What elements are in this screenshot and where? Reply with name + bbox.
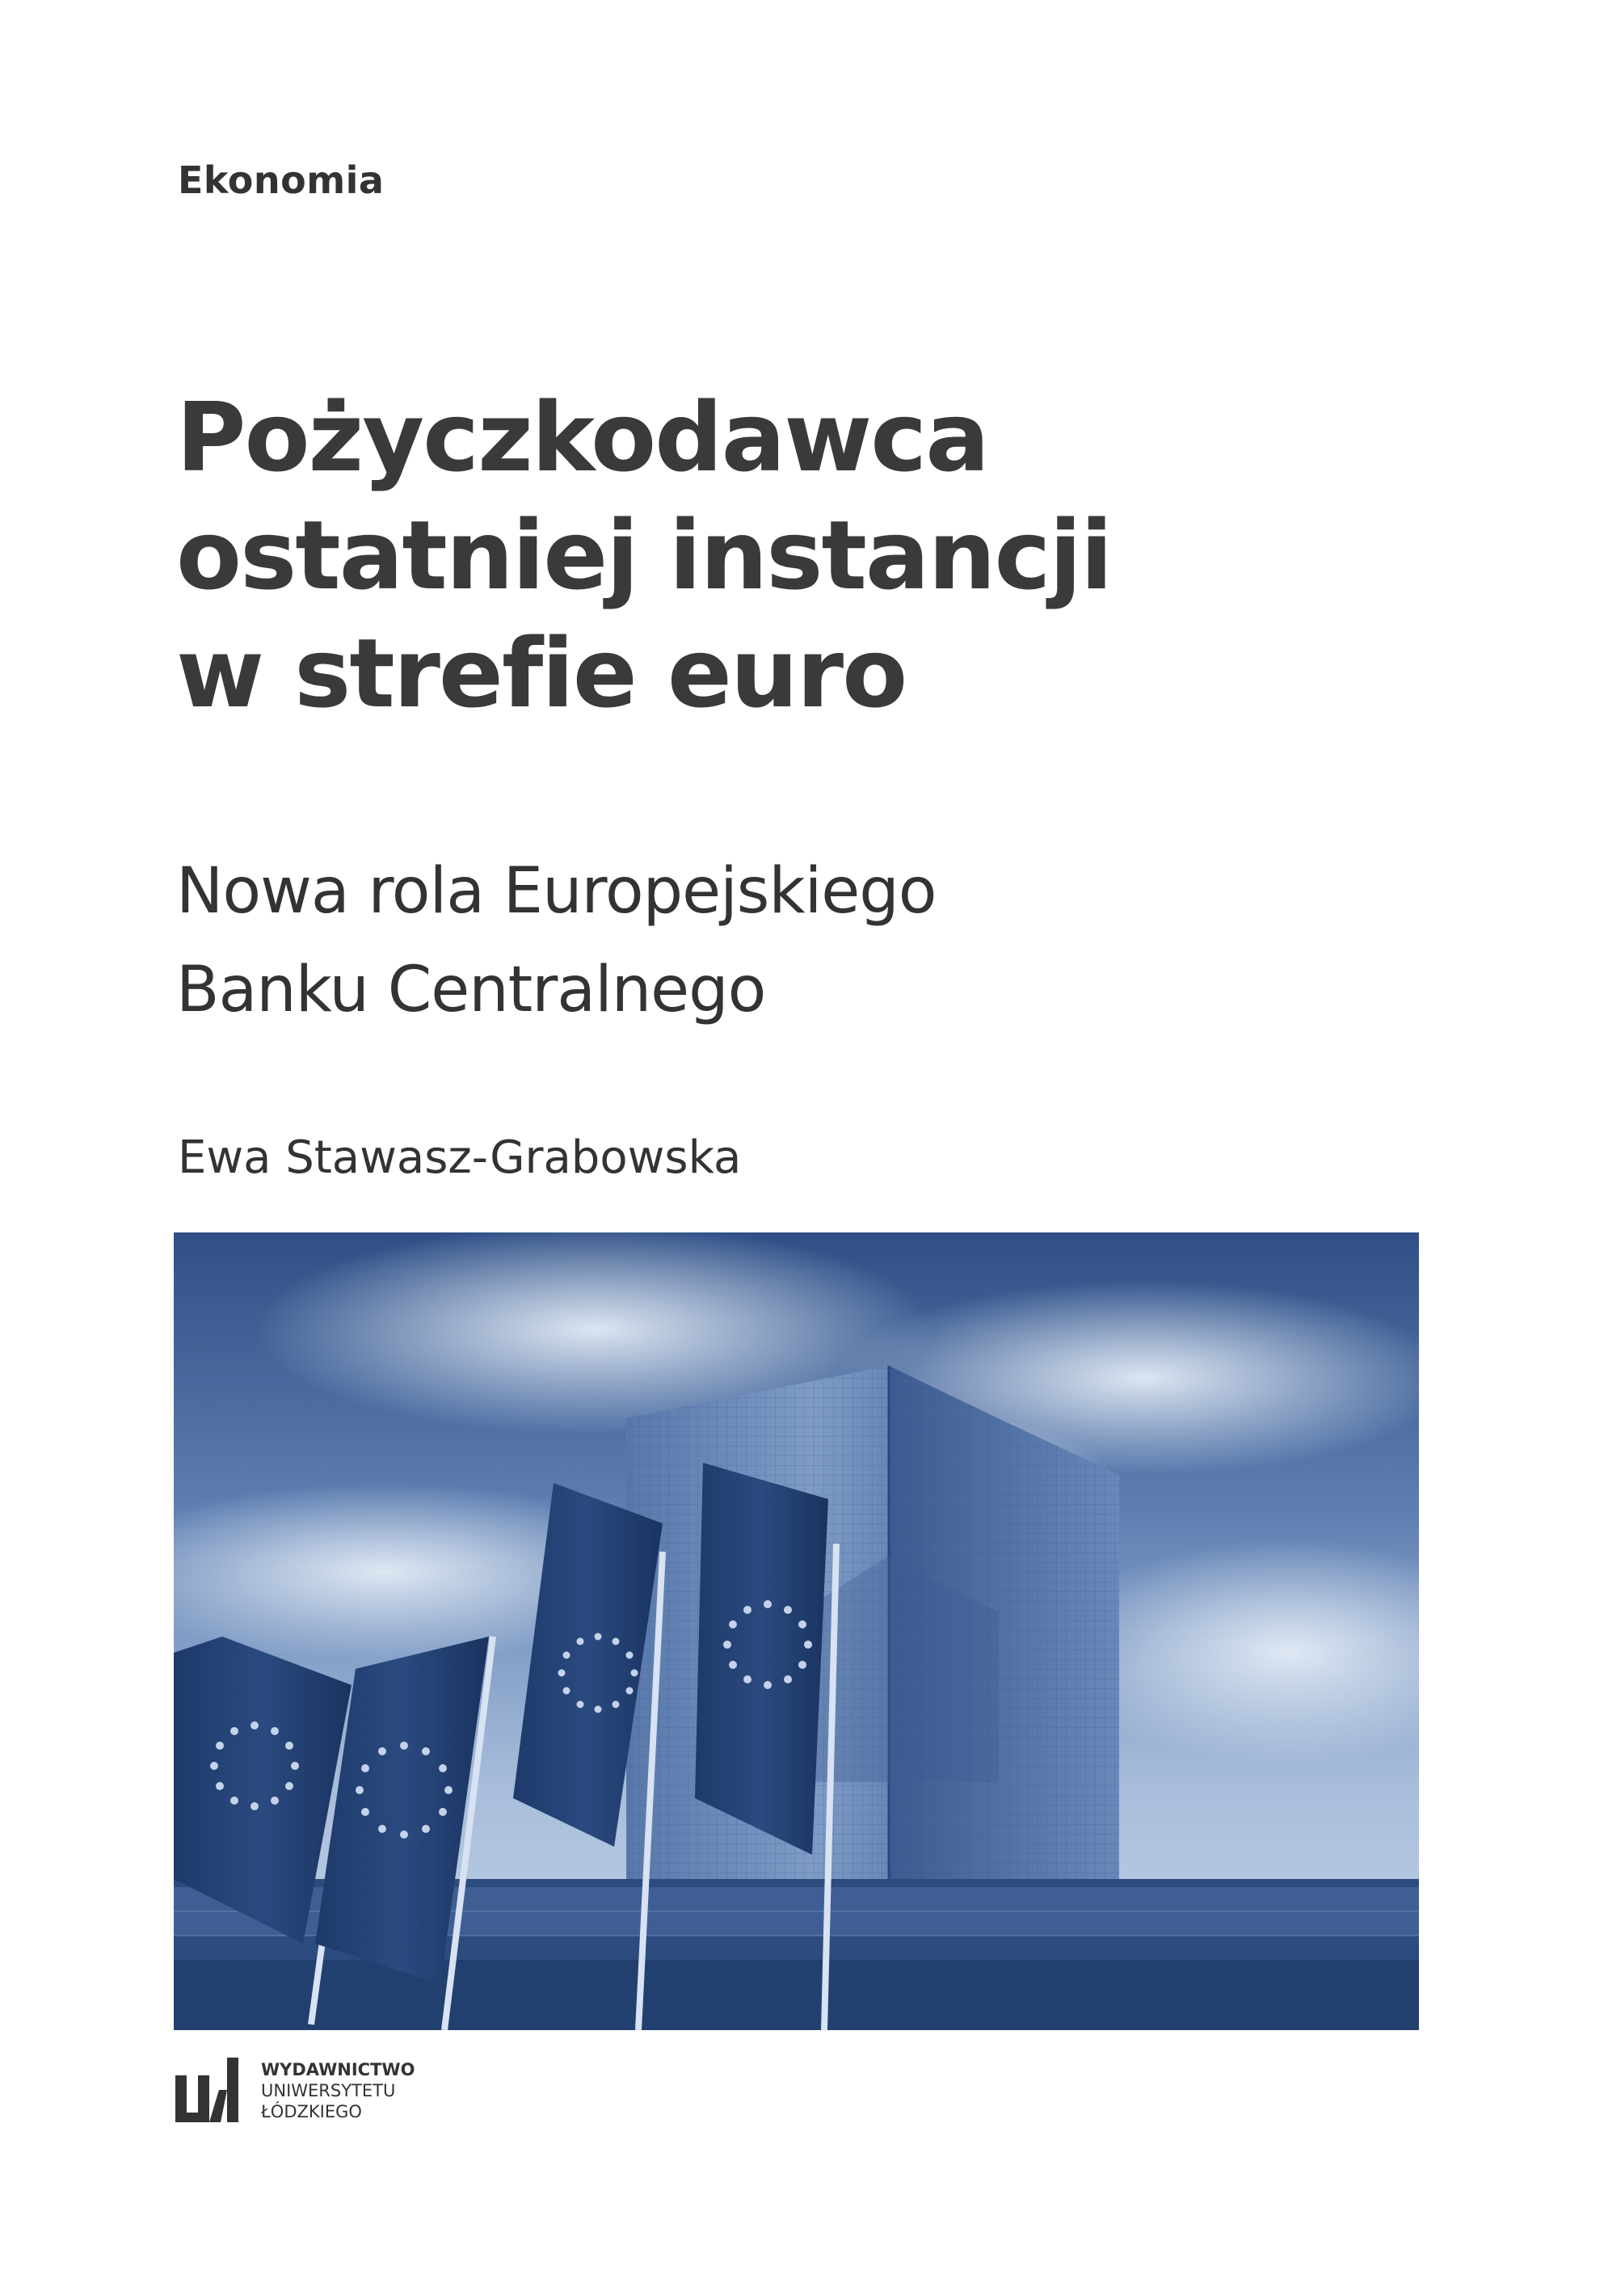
title-line: Pożyczkodawca [176,381,988,493]
title-line: w strefie euro [176,617,907,729]
author-name: Ewa Stawasz-Grabowska [178,1131,742,1184]
wul-logo-icon [175,2058,242,2122]
cover-photo [174,1232,1419,2030]
title-line: ostatniej instancji [176,499,1112,611]
publisher-logo [175,2058,466,2130]
book-title [176,378,1469,732]
series-label: Ekonomia [178,158,385,202]
publisher-line: ŁÓDZKIEGO [261,2102,362,2121]
publisher-line: UNIWERSYTETU [261,2081,396,2100]
book-subtitle [176,842,936,1039]
publisher-line: WYDAWNICTWO [261,2060,415,2079]
publisher-name [261,2059,415,2122]
subtitle-line: Nowa rola Europejskiego [176,855,937,928]
subtitle-line: Banku Centralnego [176,954,766,1026]
